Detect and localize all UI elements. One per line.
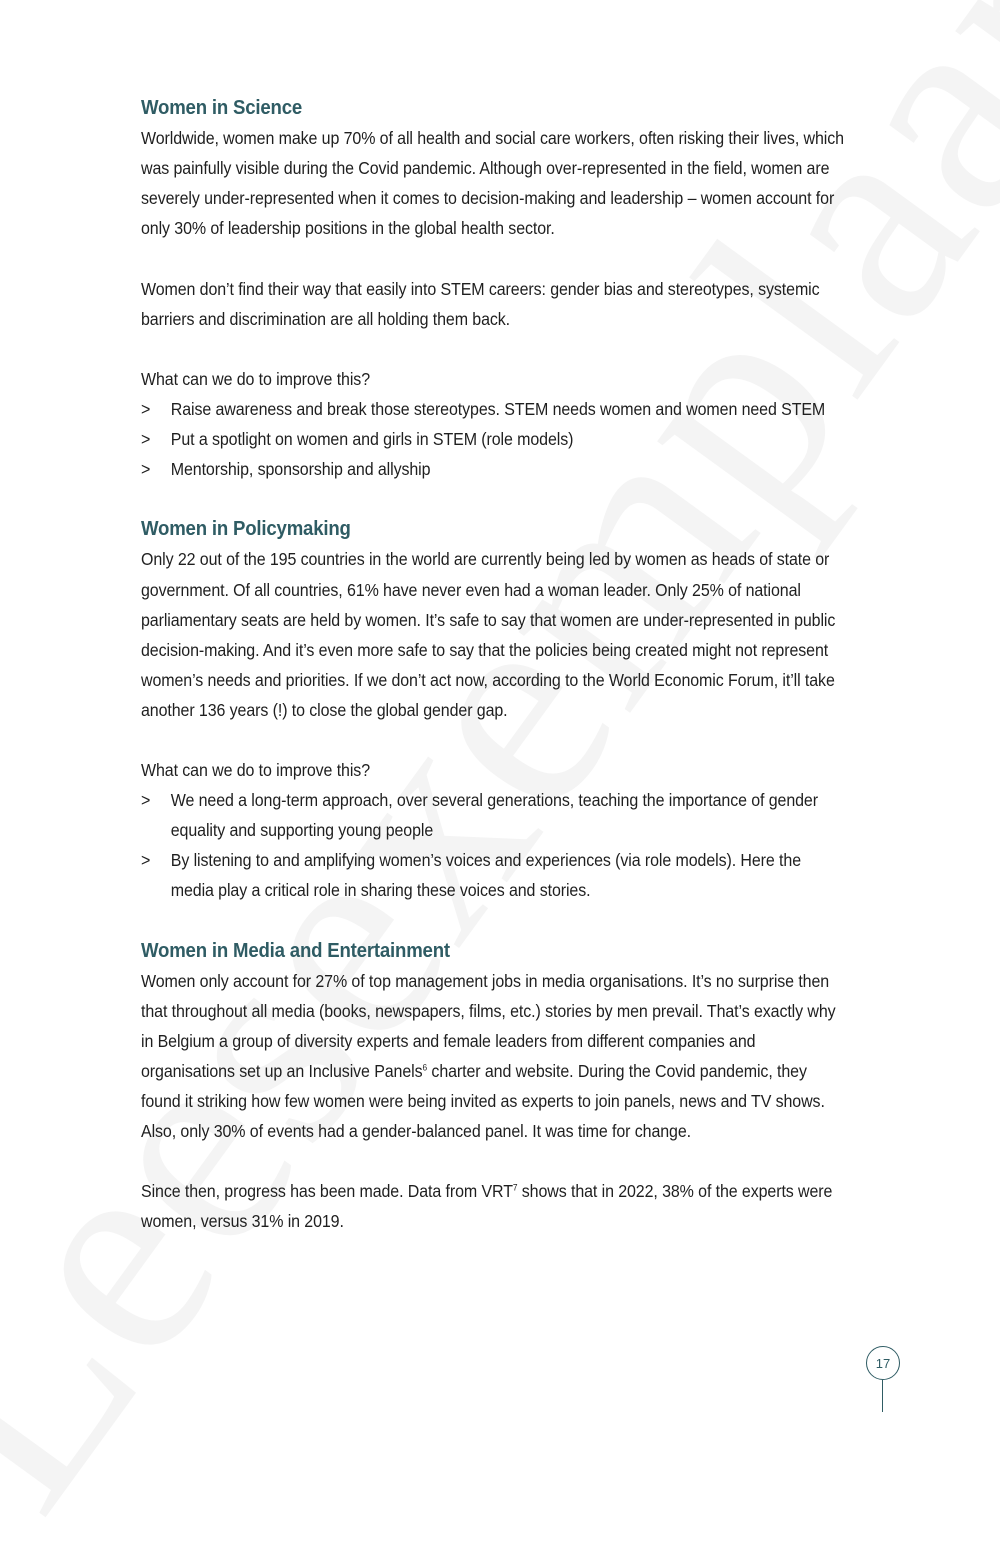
section-heading: Women in Science <box>141 97 303 119</box>
paragraph: Women only account for 27% of top management jobs in media organisations. It’s no surprise then that throughout all media (books, newspapers, films, etc.) stories by men prevail. That’s exactly why in Belgium a group of diversity experts and female leaders from different companies and organisations set up an Inclusive Panels$^6$ charter and website. During the Covid pandemic, they found it striking how few women were being invited as experts to join panels, news and TV shows. Also, only 30% of events had a gender-balanced panel. It was time for change. <box>141 970 836 1142</box>
chevron-right-icon: > <box>141 850 151 871</box>
list-item: > We need a long-term approach, over several generations, teaching the importance of gender equality and supporting young people <box>141 785 846 845</box>
section-heading: Women in Policymaking <box>141 518 351 541</box>
paragraph: Women don’t find their way that easily into STEM careers: gender bias and stereotypes, systemic barriers and discrimination are all holding them back. <box>141 278 820 329</box>
page-number-line <box>882 1380 883 1412</box>
chevron-right-icon: > <box>141 459 151 480</box>
page-number: 17 <box>866 1346 900 1380</box>
question-text: What can we do to improve this? <box>141 760 371 781</box>
question-text: What can we do to improve this? <box>141 368 371 389</box>
list-item: > Mentorship, sponsorship and allyship <box>141 454 846 484</box>
section-women-in-science <box>141 93 846 484</box>
section-women-in-policymaking <box>141 514 846 905</box>
footnote-ref[interactable]: 6 <box>422 1062 428 1073</box>
chevron-right-icon: > <box>141 429 151 450</box>
page-content <box>141 93 846 1237</box>
paragraph: Worldwide, women make up 70% of all health and social care workers, often risking their lives, which was painfully visible during the Covid pandemic. Although over-represented in the field, women are severely under-represented when it comes to decision-making and leadership – women account for only 30% of leadership positions in the global health sector. <box>141 128 844 239</box>
paragraph: Since then, progress has been made. Data from VRT$^7$ shows that in 2022, 38% of the experts were women, versus 31% in 2019. <box>141 1181 833 1232</box>
paragraph: Only 22 out of the 195 countries in the world are currently being led by women as heads of state or government. Of all countries, 61% have never even had a woman leader. Only 25% of national parliamentary seats are held by women. It’s safe to say that women are under-represented in public decision-making. And it’s even more safe to say that the policies being created might not represent women’s needs and priorities. If we don’t act now, according to the World Economic Forum, it’ll take another 136 years (!) to close the global gender gap. <box>141 549 836 720</box>
chevron-right-icon: > <box>141 790 151 811</box>
list-item: > Put a spotlight on women and girls in STEM (role models) <box>141 424 846 454</box>
list-item: > Raise awareness and break those stereotypes. STEM needs women and women need STEM <box>141 394 846 424</box>
section-heading: Women in Media and Entertainment <box>141 939 450 962</box>
list-item: > By listening to and amplifying women’s voices and experiences (via role models). Here the media play a critical role in sharing these voices and stories. <box>141 845 846 905</box>
chevron-right-icon: > <box>141 398 151 419</box>
footnote-ref[interactable]: 7 <box>512 1182 518 1193</box>
improvement-list <box>141 394 846 484</box>
section-women-in-media <box>141 936 846 1237</box>
improvement-list <box>141 785 846 905</box>
